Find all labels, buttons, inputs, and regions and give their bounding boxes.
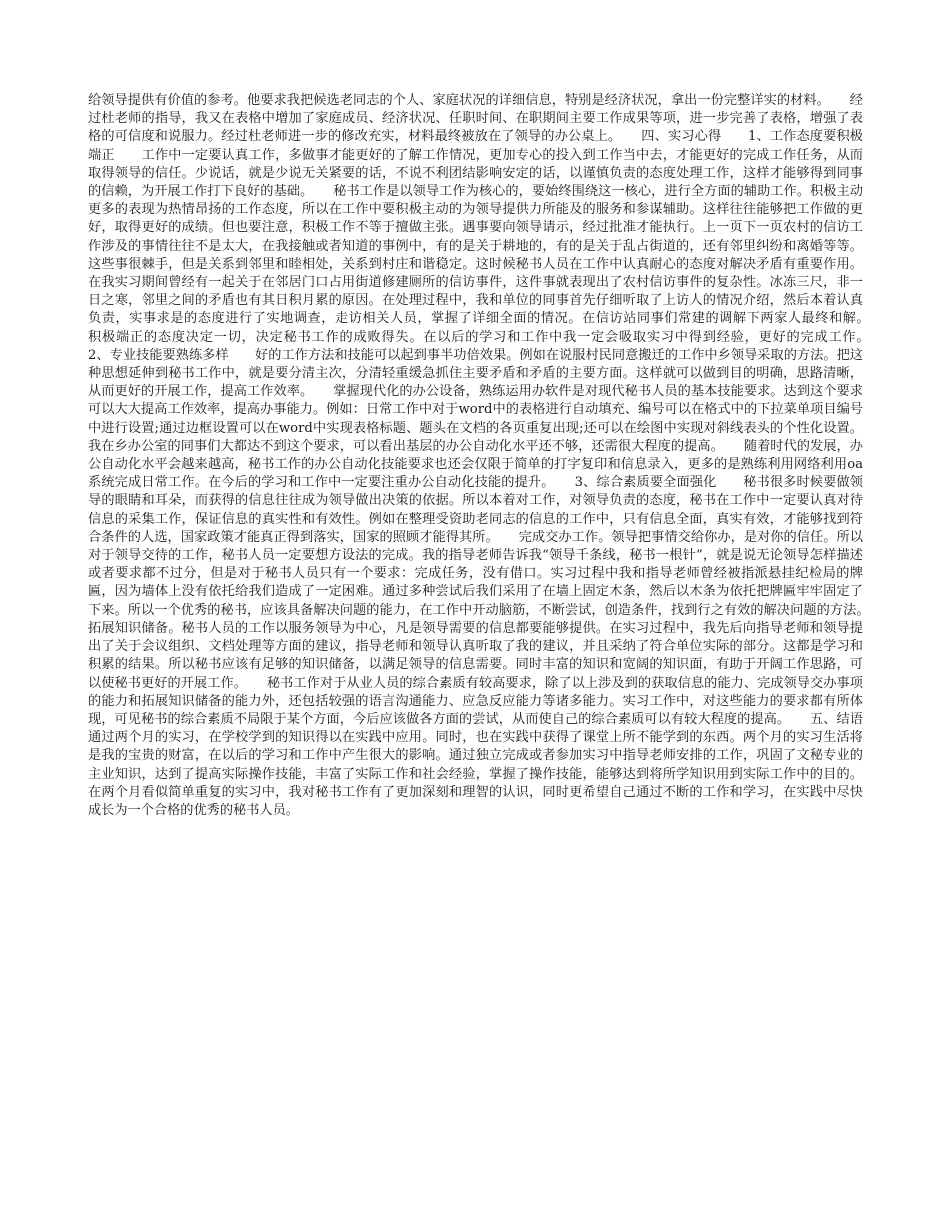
document-page [88,92,890,820]
document-body-text: 给领导提供有价值的参考。他要求我把候选老同志的个人、家庭状况的详细信息，特别是经济状况，拿出一份完整详实的材料。 经过杜老师的指导，我又在表格中增加了家庭成员、经济状况、任职时间、在职期间主要工作成果等项，进一步完善了表格，增强了表格的可信度和说服力。经过杜老师进一步的修改充实，材料最终被放在了领导的办公桌上。 四、实习心得 1、工作态度要积极端正 工作中一定要认真工作，多做事才能更好的了解工作情况，更加专心的投入到工作当中去，才能更好的完成工作任务，从而取得领导的信任。少说话，就是少说无关紧要的话，不说不利团结影响安定的话，以谨慎负责的态度处理工作，这样才能够得到同事的信赖，为开展工作打下良好的基础。 秘书工作是以领导工作为核心的，要始终围绕这一核心，进行全方面的辅助工作。积极主动更多的表现为热情昂扬的工作态度，所以在工作中要积极主动的为领导提供力所能及的服务和参谋辅助。这样往往能够把工作做的更好，取得更好的成绩。但也要注意，积极工作不等于擅做主张。遇事要向领导请示，经过批准才能执行。上一页下一页农村的信访工作涉及的事情往往不是太大，在我接触或者知道的事例中，有的是关于耕地的，有的是关于乱占街道的，还有邻里纠纷和离婚等等。这些事很棘手，但是关系到邻里和睦相处，关系到村庄和谐稳定。这时候秘书人员在工作中认真耐心的态度对解决矛盾有重要作用。在我实习期间曾经有一起关于在邻居门口占用街道修建厕所的信访事件，这件事就表现出了农村信访事件的复杂性。冰冻三尺，非一日之寒，邻里之间的矛盾也有其日积月累的原因。在处理过程中，我和单位的同事首先仔细听取了上访人的情况介绍，然后本着认真负责，实事求是的态度进行了实地调查，走访相关人员，掌握了详细全面的情况。在信访站同事们常建的调解下两家人最终和解。 积极端正的态度决定一切，决定秘书工作的成败得失。在以后的学习和工作中我一定会吸取实习中得到经验，更好的完成工作。 2、专业技能要熟练多样 好的工作方法和技能可以起到事半功倍效果。例如在说服村民同意搬迁的工作中乡领导采取的方法。把这种思想延伸到秘书工作中，就是要分清主次，分清轻重缓急抓住主要矛盾和矛盾的主要方面。这样就可以做到目的明确，思路清晰，从而更好的开展工作，提高工作效率。 掌握现代化的办公设备，熟练运用办软件是对现代秘书人员的基本技能要求。达到这个要求可以大大提高工作效率，提高办事能力。例如：日常工作中对于word中的表格进行自动填充、编号可以在格式中的下拉菜单项目编号中进行设置;通过边框设置可以在word中实现表格标题、题头在文档的各页重复出现;还可以在绘图中实现对斜线表头的个性化设置。我在乡办公室的同事们大都达不到这个要求，可以看出基层的办公自动化水平还不够，还需很大程度的提高。 随着时代的发展，办公自动化水平会越来越高，秘书工作的办公自动化技能要求也还会仅限于简单的打字复印和信息录入，更多的是熟练利用网络利用oa系统完成日常工作。在今后的学习和工作中一定要注重办公自动化技能的提升。 3、综合素质要全面强化 秘书很多时候要做领导的眼睛和耳朵，而获得的信息往往成为领导做出决策的依据。所以本着对工作，对领导负责的态度，秘书在工作中一定要认真对待信息的采集工作，保证信息的真实性和有效性。例如在整理受资助老同志的信息的工作中，只有信息全面，真实有效，才能够找到符合条件的人选，国家政策才能真正得到落实，国家的照顾才能得其所。 完成交办工作。领导把事情交给你办，是对你的信任。所以对于领导交待的工作，秘书人员一定要想方设法的完成。我的指导老师告诉我“领导千条线，秘书一根针”，就是说无论领导怎样描述或者要求都不过分，但是对于秘书人员只有一个要求：完成任务，没有借口。实习过程中我和指导老师曾经被指派悬挂纪检局的牌匾，因为墙体上没有依托给我们造成了一定困难。通过多种尝试后我们采用了在墙上固定木条，然后以木条为依托把牌匾牢牢固定了下来。所以一个优秀的秘书，应该具备解决问题的能力，在工作中开动脑筋，不断尝试，创造条件，找到行之有效的解决问题的方法。 拓展知识储备。秘书人员的工作以服务领导为中心，凡是领导需要的信息都要能够提供。在实习过程中，我先后向指导老师和领导提出了关于会议组织、文档处理等方面的建议，指导老师和领导认真听取了我的建议，并且采纳了符合单位实际的部分。这都是学习和积累的结果。所以秘书应该有足够的知识储备，以满足领导的信息需要。同时丰富的知识和宽阔的知识面，有助于开阔工作思路，可以使秘书更好的开展工作。 秘书工作对于从业人员的综合素质有较高要求，除了以上涉及到的获取信息的能力、完成领导交办事项的能力和拓展知识储备的能力外，还包括较强的语言沟通能力、应急反应能力等诸多能力。实习工作中，对这些能力的要求都有所体现，可见秘书的综合素质不局限于某个方面，今后应该做各方面的尝试，从而使自己的综合素质可以有较大程度的提高。 五、结语 通过两个月的实习，在学校学到的知识得以在实践中应用。同时，也在实践中获得了课堂上所不能学到的东西。两个月的实习生活将是我的宝贵的财富，在以后的学习和工作中产生很大的影响。通过独立完成或者参加实习中指导老师安排的工作，巩固了文秘专业的主业知识，达到了提高实际操作技能，丰富了实际工作和社会经验，掌握了操作技能，能够达到将所学知识用到实际工作中的目的。在两个月看似简单重复的实习中，我对秘书工作有了更加深刻和理智的认识，同时更希望自己通过不断的工作和学习，在实践中尽快成长为一个合格的优秀的秘书人员。 [88,93,890,818]
